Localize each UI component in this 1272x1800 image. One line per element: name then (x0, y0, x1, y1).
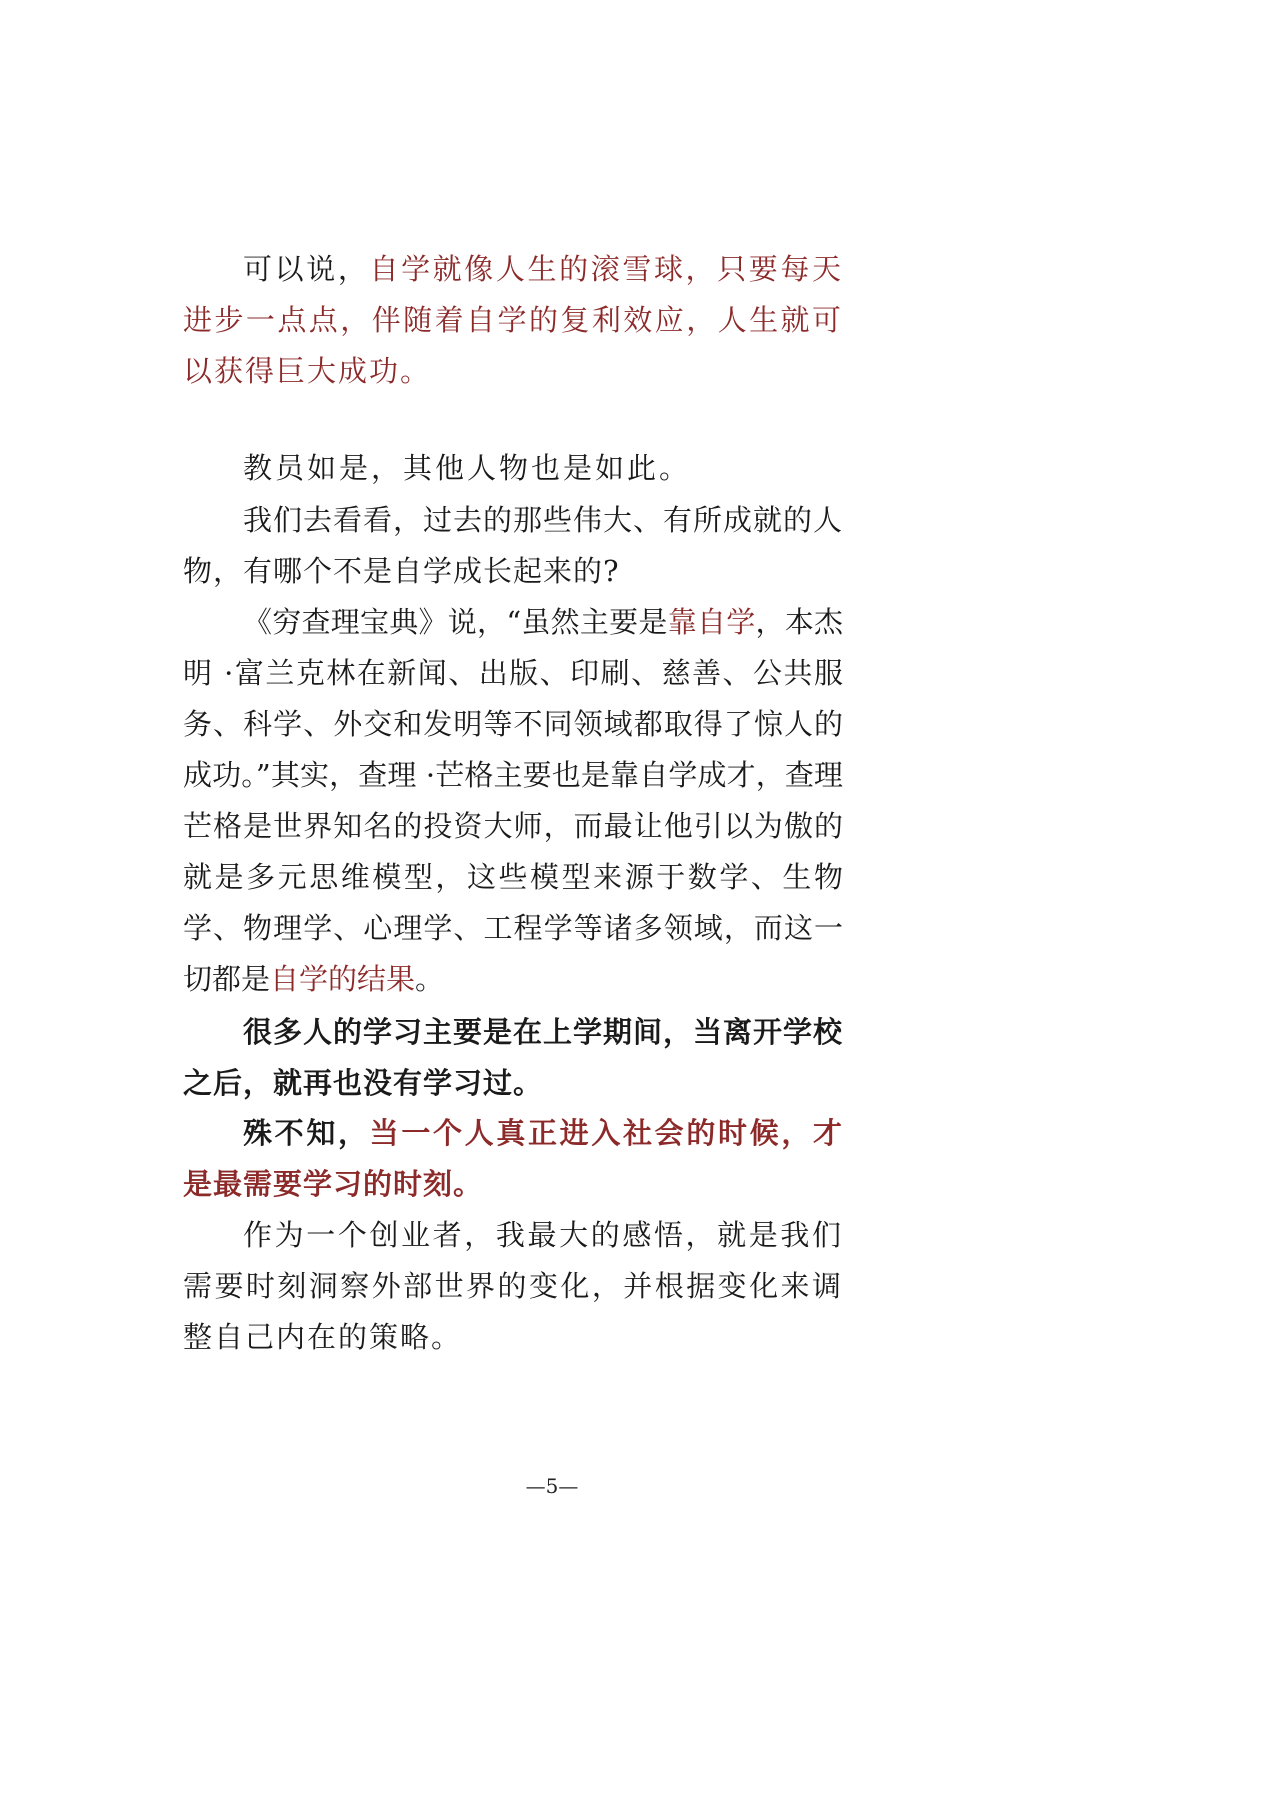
paragraph-lead-text: 《穷查理宝典》说，“虽然主要是 (243, 605, 668, 639)
paragraph-tail-text: 。 (415, 962, 445, 996)
paragraph-entrepreneur: 作为一个创业者，我最大的感悟，就是我们需要时刻洞察外部世界的变化，并根据变化来调整自己内在的策略。 (183, 1218, 843, 1354)
highlighted-text: 当一个人真正进入社会的时候，才是最需要学习的时刻。 (183, 1116, 843, 1201)
paragraph-great-people: 我们去看看，过去的那些伟大、有所成就的人物，有哪个不是自学成长起来的? (183, 503, 844, 588)
paragraph-school-learning: 很多人的学习主要是在上学期间，当离开学校之后，就再也没有学习过。 (183, 1015, 844, 1100)
paragraph-society-learning (183, 1108, 843, 1210)
paragraph-body-text: ，本杰明 ·富兰克林在新闻、出版、印刷、慈善、公共服务、科学、外交和发明等不同领域都取得了惊人的成功。”其实，查理 ·芒格主要也是靠自学成才，查理芒格是世界知名的投资大师，而最让他引以为傲的就是多元思维模型，这些模型来源于数学、生物学、物理学、心理学、工程学等诸多领域，而这一切都是 (183, 605, 843, 996)
page-number: —5— (525, 1474, 579, 1498)
paragraph-teacher: 教员如是，其他人物也是如此。 (243, 451, 692, 485)
paragraph-lead-text: 可以说， (243, 252, 370, 286)
paragraph-lead-text: 殊不知， (243, 1116, 370, 1150)
highlighted-text: 自学就像人生的滚雪球，只要每天进步一点点，伴随着自学的复利效应，人生就可以获得巨大成功。 (183, 252, 843, 388)
highlighted-text: 靠自学 (667, 605, 756, 639)
paragraph-poor-charlie (183, 597, 843, 1005)
highlighted-text: 自学的结果 (270, 962, 416, 996)
paragraph-snowball (183, 244, 843, 397)
